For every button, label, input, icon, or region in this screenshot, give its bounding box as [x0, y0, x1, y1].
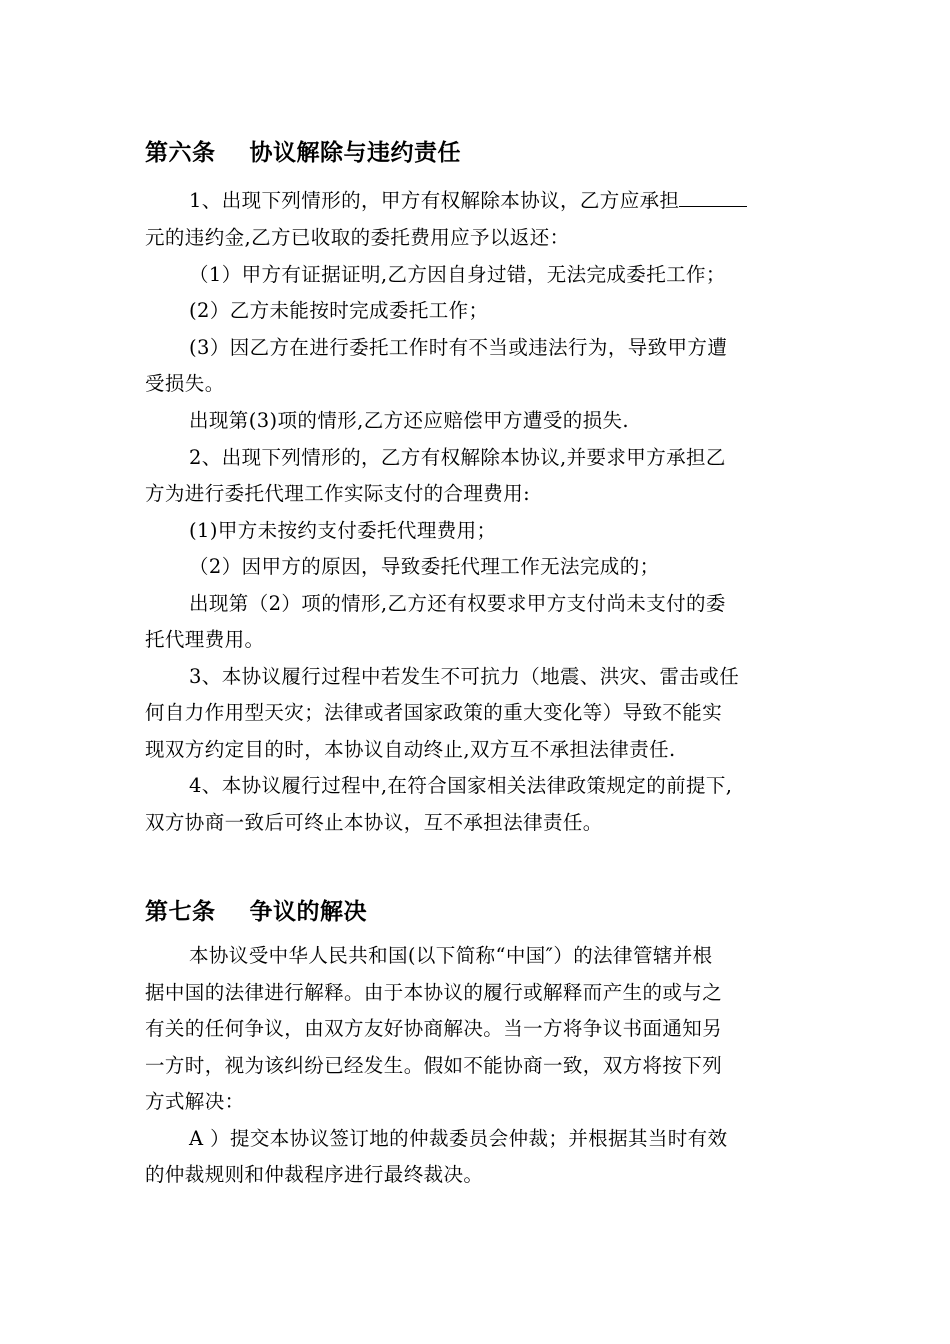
- article-7-line-2: 据中国的法律进行解释。由于本协议的履行或解释而产生的或与之: [145, 981, 723, 1004]
- article-6-line-6: 受损失。: [145, 372, 225, 395]
- article-6-line-12: 出现第（2）项的情形,乙方还有权要求甲方支付尚未支付的委: [189, 592, 726, 615]
- article-6-line-11: （2）因甲方的原因，导致委托代理工作无法完成的；: [189, 555, 660, 578]
- article-7-line-6: A ）提交本协议签订地的仲裁委员会仲裁；并根据其当时有效: [189, 1127, 728, 1150]
- article-6-line-10: (1)甲方未按约支付委托代理费用；: [189, 519, 497, 542]
- article-7-line-1: 本协议受中华人民共和国(以下简称“中国″）的法律管辖并根: [189, 944, 713, 967]
- article-6-line-3: （1）甲方有证据证明,乙方因自身过错，无法完成委托工作；: [189, 263, 726, 286]
- article-6-line-2: 元的违约金,乙方已收取的委托费用应予以返还：: [145, 226, 570, 249]
- article-6-line-13: 托代理费用。: [145, 628, 265, 651]
- article-7-line-3: 有关的任何争议，由双方友好协商解决。当一方将争议书面通知另: [145, 1017, 723, 1040]
- amount-blank: [679, 205, 747, 207]
- article-7-line-7: 的仲裁规则和仲裁程序进行最终裁决。: [145, 1163, 484, 1186]
- article-6-line-1: [189, 191, 747, 211]
- article-7-line-4: 一方时，视为该纠纷已经发生。假如不能协商一致，双方将按下列: [145, 1054, 723, 1077]
- article-6-line-1-text: 1、出现下列情形的，甲方有权解除本协议，乙方应承担: [189, 189, 680, 212]
- article-6-line-18: 双方协商一致后可终止本协议，互不承担法律责任。: [145, 811, 603, 834]
- article-6-heading: 第六条 协议解除与违约责任: [145, 140, 462, 166]
- article-6-line-16: 现双方约定目的时，本协议自动终止,双方互不承担法律责任.: [145, 738, 676, 761]
- article-7-line-5: 方式解决：: [145, 1090, 245, 1113]
- article-6-line-4: (2）乙方未能按时完成委托工作；: [189, 299, 489, 322]
- article-6-line-17: 4、本协议履行过程中,在符合国家相关法律政策规定的前提下,: [189, 774, 733, 797]
- article-6-line-15: 何自力作用型天灾；法律或者国家政策的重大变化等）导致不能实: [145, 701, 723, 724]
- article-6-line-8: 2、出现下列情形的，乙方有权解除本协议,并要求甲方承担乙: [189, 446, 726, 469]
- article-6-line-14: 3、本协议履行过程中若发生不可抗力（地震、洪灾、雷击或任: [189, 665, 740, 688]
- article-6-line-9: 方为进行委托代理工作实际支付的合理费用:: [145, 482, 531, 505]
- article-6-line-5: (3）因乙方在进行委托工作时有不当或违法行为，导致甲方遭: [189, 336, 728, 359]
- article-7-heading: 第七条 争议的解决: [145, 899, 368, 925]
- article-6-line-7: 出现第(3)项的情形,乙方还应赔偿甲方遭受的损失.: [189, 409, 630, 432]
